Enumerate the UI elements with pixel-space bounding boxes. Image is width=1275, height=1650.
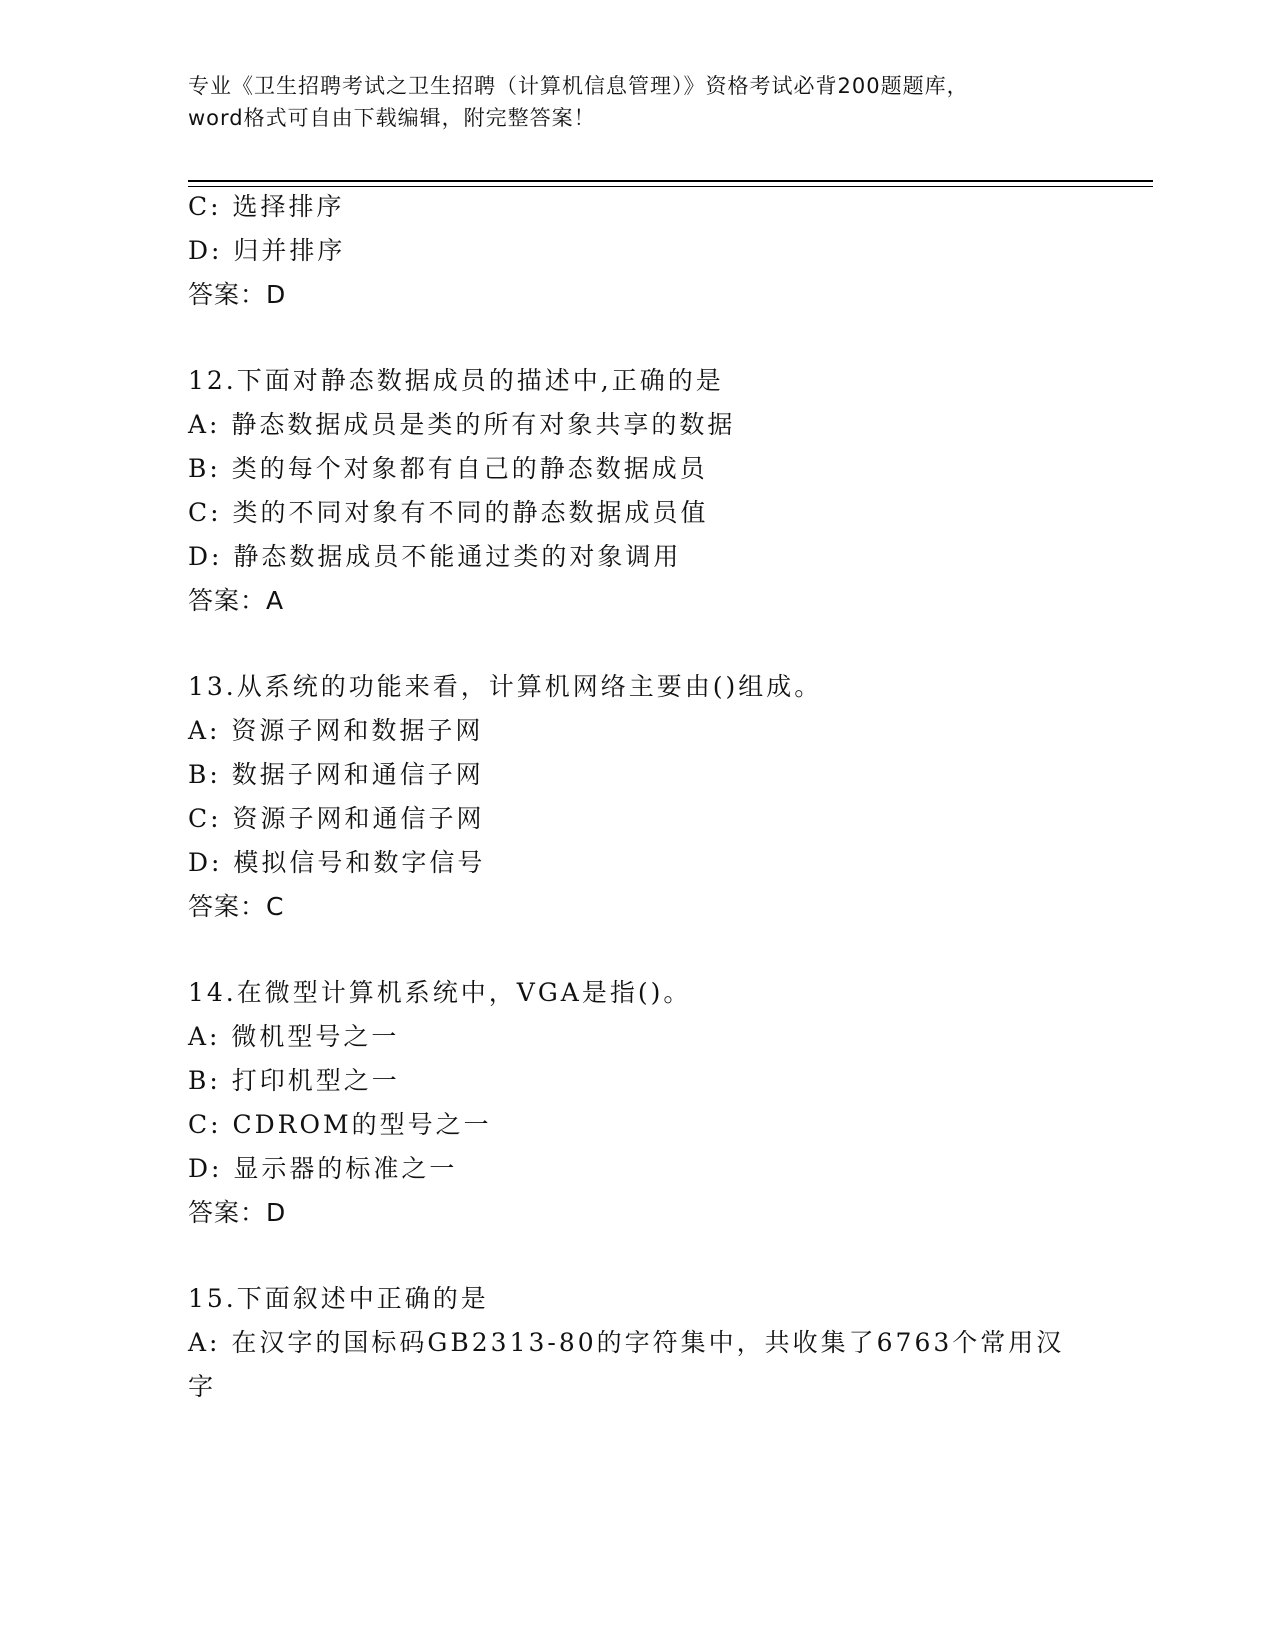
q13-answer: 答案：C — [188, 892, 285, 921]
header-divider-thin — [188, 186, 1153, 187]
header-line-1: 专业《卫生招聘考试之卫生招聘（计算机信息管理）》资格考试必背200题题库， — [188, 74, 969, 98]
q11-option-d: D: 归并排序 — [188, 236, 346, 265]
q12-option-d: D: 静态数据成员不能通过类的对象调用 — [188, 542, 682, 571]
q14-option-d: D: 显示器的标准之一 — [188, 1154, 458, 1183]
q13-option-a: A: 资源子网和数据子网 — [188, 716, 484, 745]
header-divider-thick — [188, 180, 1153, 182]
document-header — [188, 70, 1088, 134]
q15-question: 15.下面叙述中正确的是 — [188, 1284, 489, 1313]
q12-option-b: B: 类的每个对象都有自己的静态数据成员 — [188, 454, 708, 483]
q14-answer: 答案：D — [188, 1198, 287, 1227]
q11-answer: 答案：D — [188, 280, 287, 309]
q13-question: 13.从系统的功能来看，计算机网络主要由()组成。 — [188, 672, 823, 701]
q15-option-a-line-2: 字 — [188, 1372, 217, 1401]
q12-answer: 答案：A — [188, 586, 285, 615]
q12-question: 12.下面对静态数据成员的描述中,正确的是 — [188, 366, 724, 395]
q14-option-b: B: 打印机型之一 — [188, 1066, 400, 1095]
q12-option-a: A: 静态数据成员是类的所有对象共享的数据 — [188, 410, 736, 439]
q15-option-a-line-1: A: 在汉字的国标码GB2313-80的字符集中，共收集了6763个常用汉 — [188, 1328, 1065, 1357]
q14-question: 14.在微型计算机系统中，VGA是指()。 — [188, 978, 692, 1007]
header-line-2: word格式可自由下载编辑，附完整答案！ — [188, 106, 596, 130]
q13-option-b: B: 数据子网和通信子网 — [188, 760, 484, 789]
q13-option-c: C: 资源子网和通信子网 — [188, 804, 485, 833]
q12-option-c: C: 类的不同对象有不同的静态数据成员值 — [188, 498, 709, 527]
q11-option-c: C: 选择排序 — [188, 192, 345, 221]
q13-option-d: D: 模拟信号和数字信号 — [188, 848, 486, 877]
q14-option-c: C: CDROM的型号之一 — [188, 1110, 492, 1139]
q14-option-a: A: 微机型号之一 — [188, 1022, 400, 1051]
